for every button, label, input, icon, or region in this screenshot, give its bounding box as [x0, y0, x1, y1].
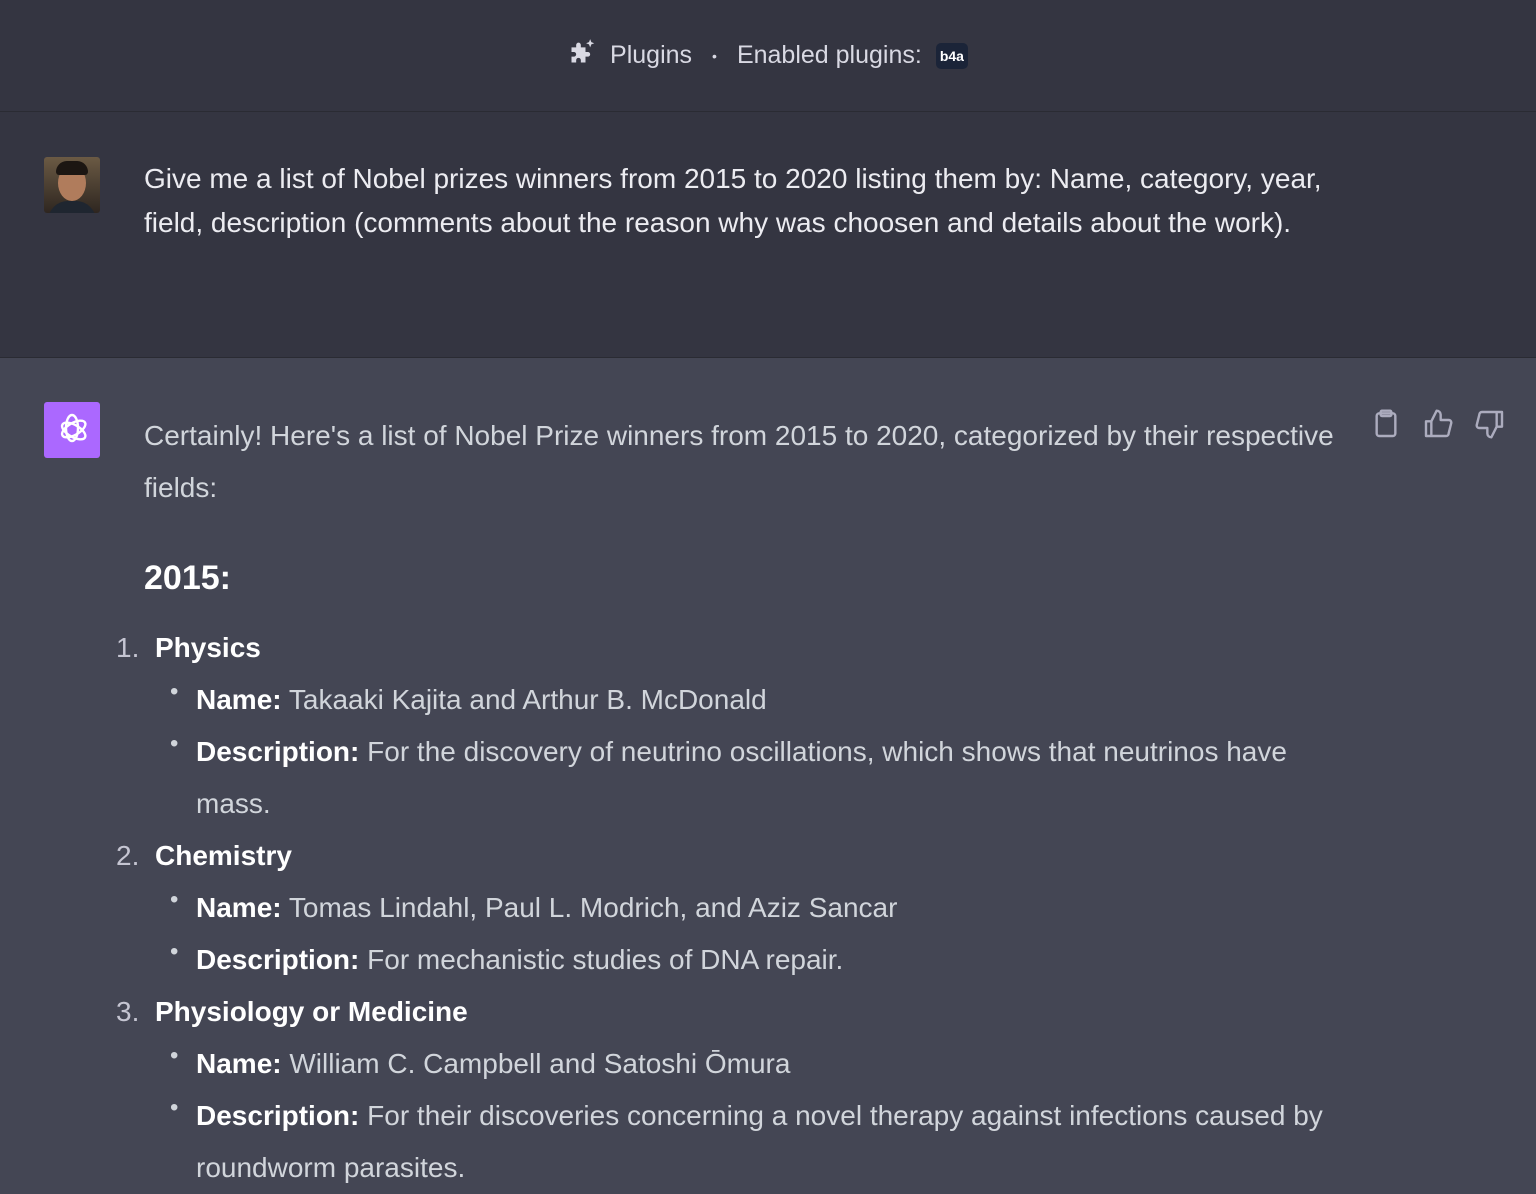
item-number: 3.: [116, 996, 140, 1027]
year-heading: 2015:: [144, 559, 231, 597]
category: Chemistry: [155, 840, 292, 871]
description-label: Description:: [196, 1100, 360, 1131]
prize-item: [116, 622, 1344, 830]
prize-item: [116, 986, 1344, 1194]
copy-clipboard-icon[interactable]: [1370, 408, 1402, 440]
thumbs-down-icon[interactable]: [1474, 408, 1506, 440]
user-message-text: Give me a list of Nobel prizes winners from 2015 to 2020 listing them by: Name, category, year, field, description (comments about the reason why was choosen and details about the work).: [144, 163, 1322, 238]
item-number: 1.: [116, 632, 140, 663]
name-row: [196, 1038, 1344, 1090]
plugin-badge-b4a[interactable]: b4a: [936, 43, 968, 69]
description-label: Description:: [196, 944, 360, 975]
separator: •: [712, 47, 717, 64]
description: For the discovery of neutrino oscillations, which shows that neutrinos have mass.: [196, 736, 1287, 819]
description: For mechanistic studies of DNA repair.: [367, 944, 844, 975]
user-message: [0, 112, 1536, 358]
winner-names: Tomas Lindahl, Paul L. Modrich, and Aziz Sancar: [288, 892, 898, 923]
category: Physics: [155, 632, 261, 663]
plugins-label: Plugins: [610, 41, 693, 69]
item-number: 2.: [116, 840, 140, 871]
prize-list: [116, 622, 1344, 1194]
chatgpt-logo-icon: [44, 402, 100, 458]
name-row: [196, 882, 1344, 934]
enabled-plugins-label: Enabled plugins:: [736, 41, 922, 69]
description: For their discoveries concerning a novel therapy against infections caused by roundworm parasites.: [196, 1100, 1323, 1183]
description-row: [196, 934, 1344, 986]
category: Physiology or Medicine: [155, 996, 468, 1027]
assistant-message: [0, 358, 1536, 1189]
name-label: Name:: [196, 684, 282, 715]
name-label: Name:: [196, 892, 282, 923]
assistant-intro: Certainly! Here's a list of Nobel Prize winners from 2015 to 2020, categorized by their respective fields:: [144, 420, 1334, 503]
winner-names: Takaaki Kajita and Arthur B. McDonald: [288, 684, 767, 715]
description-row: [196, 1090, 1344, 1194]
chat-header: [0, 0, 1536, 112]
prize-item: [116, 830, 1344, 986]
winner-names: William C. Campbell and Satoshi Ōmura: [289, 1048, 791, 1079]
description-row: [196, 726, 1344, 830]
name-row: [196, 674, 1344, 726]
description-label: Description:: [196, 736, 360, 767]
puzzle-icon: [568, 38, 596, 73]
user-avatar: [44, 157, 100, 213]
thumbs-up-icon[interactable]: [1422, 408, 1454, 440]
name-label: Name:: [196, 1048, 282, 1079]
